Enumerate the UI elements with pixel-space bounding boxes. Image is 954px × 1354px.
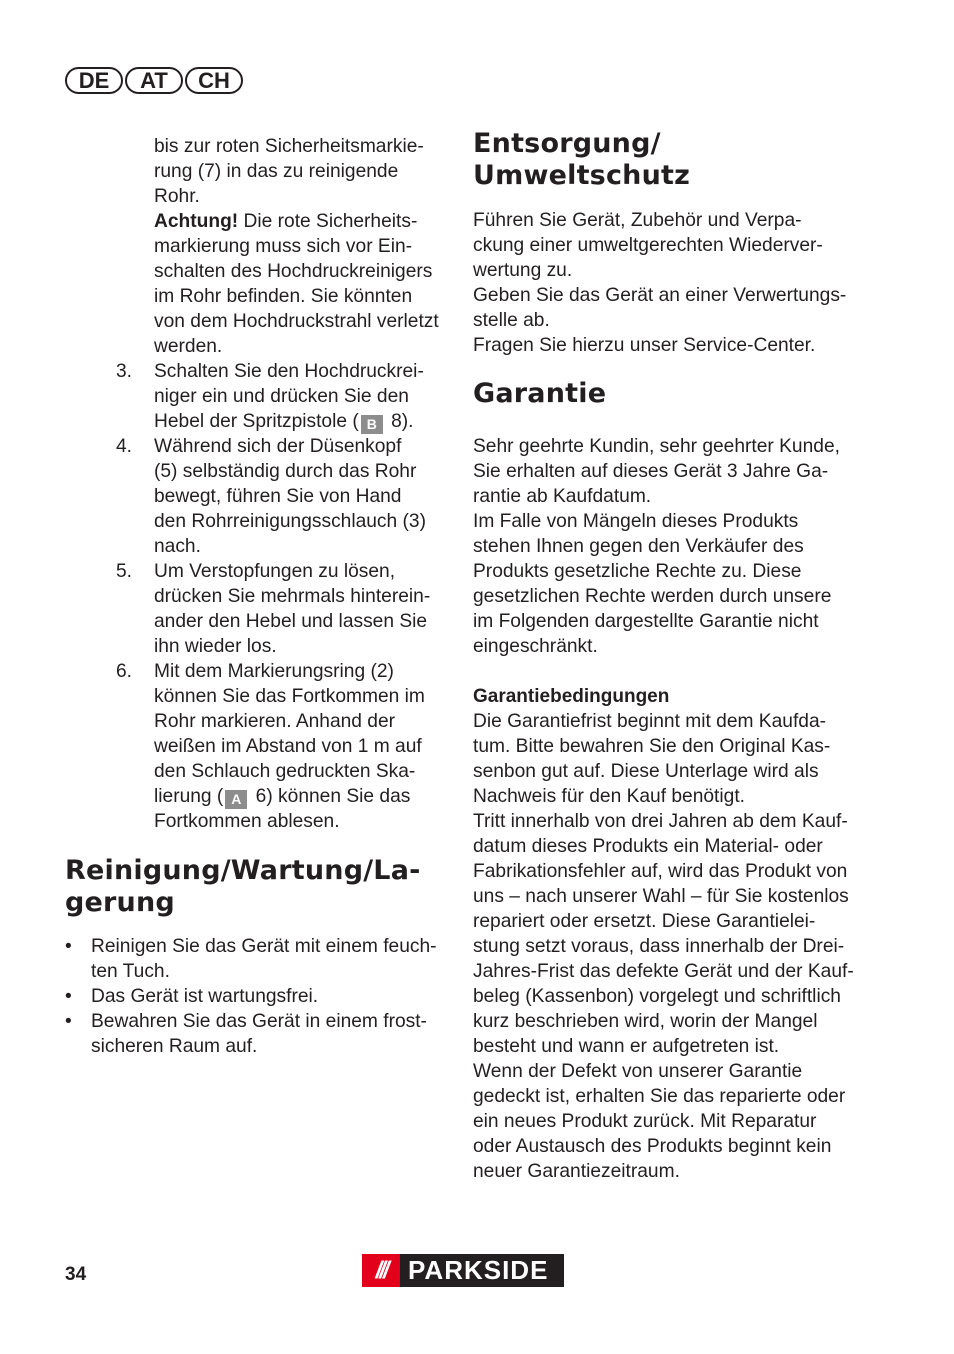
country-badge-ch: CH — [185, 67, 243, 94]
text-line: datum dieses Produkts ein Material- oder — [473, 836, 823, 857]
text-line: Nachweis für den Kauf benötigt. — [473, 786, 745, 807]
step-line: Während sich der Düsenkopf — [154, 436, 402, 457]
figure-b-badge: B — [361, 415, 383, 434]
text-line: Führen Sie Gerät, Zubehör und Verpa- — [473, 210, 802, 231]
text-line: Tritt innerhalb von drei Jahren ab dem Kauf- — [473, 811, 848, 832]
text-line: oder Austausch des Produkts beginnt kein — [473, 1136, 832, 1157]
steps-list — [116, 359, 456, 834]
step-line: Rohr markieren. Anhand der — [154, 711, 396, 732]
step-line — [154, 409, 456, 434]
step-line — [154, 784, 456, 809]
heading-reinigung — [65, 855, 421, 919]
step-line: weißen im Abstand von 1 m auf — [154, 736, 422, 757]
heading-line: Reinigung/Wartung/La- — [65, 855, 421, 886]
text-line: uns – nach unserer Wahl – für Sie kostenlos — [473, 886, 849, 907]
heading-line: Umweltschutz — [473, 160, 691, 191]
text-line: Die Garantiefrist beginnt mit dem Kaufda- — [473, 711, 827, 732]
step-text: Hebel der Spritzpistole ( — [154, 411, 359, 432]
country-badges — [65, 67, 245, 94]
text-line: stung setzt voraus, dass innerhalb der Drei- — [473, 936, 845, 957]
text-line: Jahres-Frist das defekte Gerät und der Kauf- — [473, 961, 854, 982]
text-line: neuer Garantiezeitraum. — [473, 1161, 680, 1182]
text-line: gesetzlichen Rechte werden durch unsere — [473, 586, 832, 607]
bullet-line: Das Gerät ist wartungsfrei. — [91, 986, 319, 1007]
logo-wordmark: PARKSIDE — [408, 1255, 549, 1285]
heading-garantiebedingungen: Garantiebedingungen — [473, 686, 670, 707]
reinigung-bullets — [65, 934, 455, 1059]
bullet-dot: • — [65, 936, 72, 957]
step-line: bewegt, führen Sie von Hand — [154, 486, 402, 507]
text-line: Produkts gesetzliche Rechte zu. Diese — [473, 561, 802, 582]
bullet-line: Bewahren Sie das Gerät in einem frost- — [91, 1011, 427, 1032]
step-line: den Rohrreinigungsschlauch (3) — [154, 511, 426, 532]
text-line: Sie erhalten auf dieses Gerät 3 Jahre Ga- — [473, 461, 829, 482]
step-line: Mit dem Markierungsring (2) — [154, 661, 394, 682]
step-line: ander den Hebel und lassen Sie — [154, 611, 428, 632]
heading-garantie: Garantie — [473, 378, 607, 409]
list-item — [116, 434, 456, 559]
text-line: repariert oder ersetzt. Diese Garantielei- — [473, 911, 816, 932]
bullet-dot: • — [65, 1011, 72, 1032]
text-line: tum. Bitte bewahren Sie den Original Kas- — [473, 736, 831, 757]
step-line: drücken Sie mehrmals hinterein- — [154, 586, 431, 607]
step-line: niger ein und drücken Sie den — [154, 386, 409, 407]
step-text: 6) können Sie das — [250, 786, 411, 807]
step-line: Schalten Sie den Hochdruckrei- — [154, 361, 424, 382]
country-badge-de: DE — [65, 67, 123, 94]
text-line: besteht und wann er aufgetreten ist. — [473, 1036, 780, 1057]
text-line: rantie ab Kaufdatum. — [473, 486, 652, 507]
figure-a-badge: A — [225, 790, 247, 809]
intro-line: bis zur roten Sicherheitsmarkie- — [154, 136, 424, 157]
intro-line: Rohr. — [154, 186, 200, 207]
text-line: kurz beschrieben wird, worin der Mangel — [473, 1011, 818, 1032]
warning-text: Die rote Sicherheits- — [238, 211, 418, 232]
intro-continuation — [154, 134, 454, 359]
text-line: Wenn der Defekt von unserer Garantie — [473, 1061, 803, 1082]
text-line: stelle ab. — [473, 310, 550, 331]
list-item — [116, 559, 456, 659]
step-number: 3. — [116, 361, 133, 382]
bullet-line: ten Tuch. — [91, 961, 170, 982]
step-line: können Sie das Fortkommen im — [154, 686, 425, 707]
text-line: gedeckt ist, erhalten Sie das reparierte oder — [473, 1086, 846, 1107]
text-line: ckung einer umweltgerechten Wiederver- — [473, 235, 823, 256]
text-line: beleg (Kassenbon) vorgelegt und schriftlich — [473, 986, 841, 1007]
list-item — [65, 934, 455, 984]
heading-line: gerung — [65, 887, 175, 918]
bullet-line: Reinigen Sie das Gerät mit einem feuch- — [91, 936, 437, 957]
intro-line: rung (7) in das zu reinigende — [154, 161, 399, 182]
text-line: Geben Sie das Gerät an einer Verwertungs- — [473, 285, 847, 306]
warning-first-line — [154, 209, 454, 234]
parkside-logo — [362, 1254, 564, 1287]
step-line: Um Verstopfungen zu lösen, — [154, 561, 396, 582]
warning-line: im Rohr befinden. Sie könnten — [154, 286, 413, 307]
step-number: 5. — [116, 561, 133, 582]
list-item — [116, 359, 456, 434]
garantie-text — [473, 434, 873, 659]
bullet-line: sicheren Raum auf. — [91, 1036, 258, 1057]
text-line: stehen Ihnen gegen den Verkäufer des — [473, 536, 804, 557]
logo-slashes: /// — [362, 1254, 400, 1287]
step-line: nach. — [154, 536, 201, 557]
step-number: 4. — [116, 436, 133, 457]
heading-entsorgung — [473, 128, 873, 192]
warning-line: von dem Hochdruckstrahl verletzt — [154, 311, 439, 332]
warning-line: werden. — [154, 336, 223, 357]
text-line: eingeschränkt. — [473, 636, 598, 657]
warning-line: schalten des Hochdruckreinigers — [154, 261, 433, 282]
step-text: lierung ( — [154, 786, 224, 807]
step-line: den Schlauch gedruckten Ska- — [154, 761, 416, 782]
warning-line: markierung muss sich vor Ein- — [154, 236, 413, 257]
step-line: Fortkommen ablesen. — [154, 811, 340, 832]
page-number: 34 — [65, 1264, 87, 1285]
list-item — [65, 984, 455, 1009]
step-number: 6. — [116, 661, 133, 682]
country-badge-at: AT — [125, 67, 183, 94]
step-text: 8). — [385, 411, 414, 432]
text-line: Im Falle von Mängeln dieses Produkts — [473, 511, 799, 532]
step-line: ihn wieder los. — [154, 636, 277, 657]
list-item — [116, 659, 456, 834]
warning-label: Achtung! — [154, 211, 239, 232]
text-line: Fragen Sie hierzu unser Service-Center. — [473, 335, 816, 356]
text-line: senbon gut auf. Diese Unterlage wird als — [473, 761, 819, 782]
text-line: ein neues Produkt zurück. Mit Reparatur — [473, 1111, 817, 1132]
text-line: Fabrikationsfehler auf, wird das Produkt von — [473, 861, 848, 882]
text-line: Sehr geehrte Kundin, sehr geehrter Kunde, — [473, 436, 840, 457]
garantiebedingungen-text — [473, 709, 873, 1184]
step-line: (5) selbständig durch das Rohr — [154, 461, 417, 482]
entsorgung-text — [473, 208, 873, 358]
heading-line: Entsorgung/ — [473, 128, 661, 159]
list-item — [65, 1009, 455, 1059]
text-line: im Folgenden dargestellte Garantie nicht — [473, 611, 819, 632]
text-line: wertung zu. — [473, 260, 573, 281]
bullet-dot: • — [65, 986, 72, 1007]
